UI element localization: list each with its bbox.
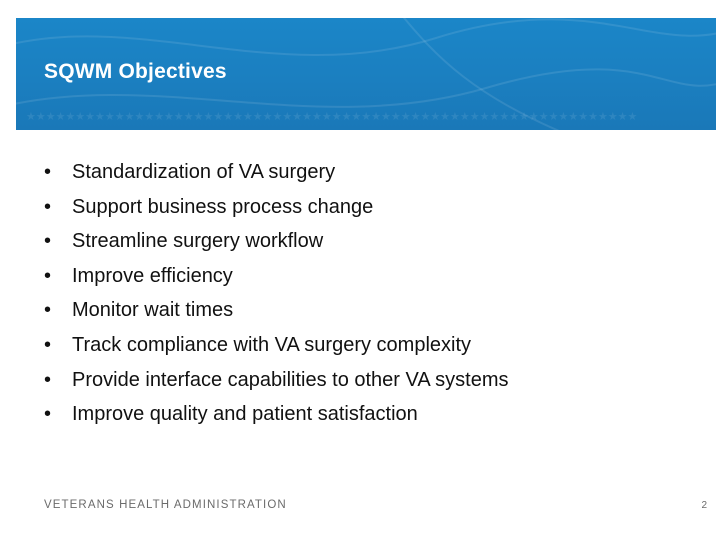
list-item	[44, 397, 509, 432]
list-item-text: Improve efficiency	[72, 264, 233, 287]
footer-organization: VETERANS HEALTH ADMINISTRATION	[44, 499, 287, 511]
list-item-text: Provide interface capabilities to other VA systems	[72, 368, 509, 391]
page-title: SQWM Objectives	[44, 60, 227, 83]
list-item	[44, 190, 509, 225]
list-item	[44, 328, 509, 363]
page-number: 2	[701, 500, 707, 511]
bullet-icon: •	[44, 161, 52, 183]
bullet-icon: •	[44, 333, 52, 356]
list-item	[44, 293, 509, 328]
list-item-text: Support business process change	[72, 195, 374, 218]
bullet-icon: •	[44, 403, 52, 426]
bullet-icon: •	[44, 264, 52, 287]
list-item	[44, 363, 509, 398]
bullet-icon: •	[44, 230, 52, 253]
bullet-icon: •	[44, 299, 52, 322]
bullet-icon: •	[44, 195, 52, 218]
list-item	[44, 259, 509, 294]
list-item-text: Track compliance with VA surgery complexity	[72, 333, 472, 356]
list-item-text: Streamline surgery workflow	[72, 230, 324, 253]
list-item-text: Monitor wait times	[72, 299, 234, 322]
list-item	[44, 224, 509, 259]
list-item-text: Improve quality and patient satisfaction	[72, 403, 418, 426]
list-item	[44, 155, 509, 190]
bullet-icon: •	[44, 368, 52, 391]
objectives-list	[44, 155, 509, 432]
list-item-text: Standardization of VA surgery	[72, 161, 336, 183]
svg-text:★★★★★★★★★★★★★★★★★★★★★★★★★★★★★★: ★★★★★★★★★★★★★★★★★★★★★★★★★★★★★★★★★★★★★★★★★★★★★★★★★★★★★★★★★★★★★★	[26, 110, 638, 123]
